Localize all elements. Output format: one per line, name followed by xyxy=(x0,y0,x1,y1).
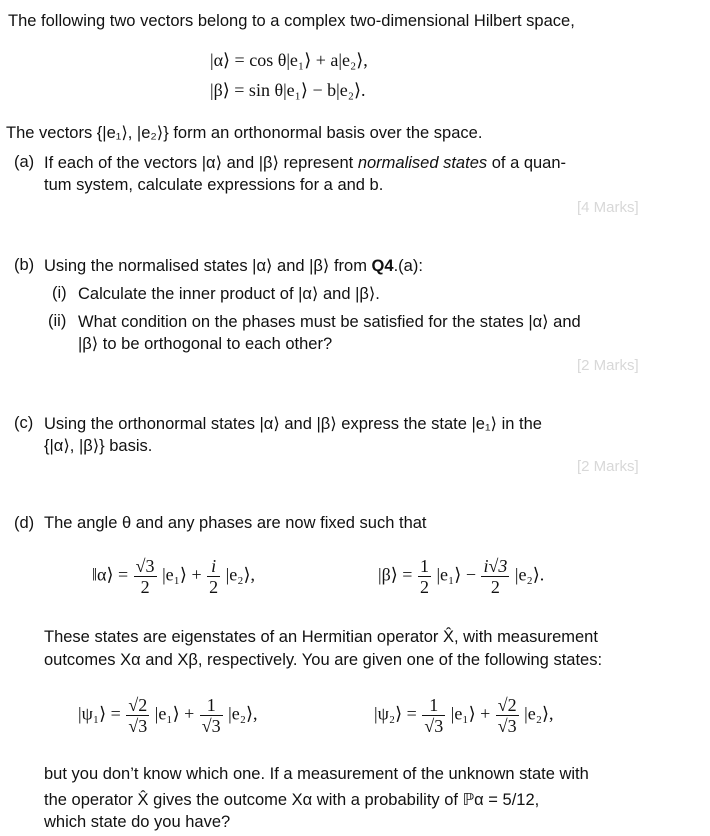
fraction-i-sqrt3-over-2: $\frac{i√3}{2}$ xyxy=(483,556,508,597)
part-c-label: (c) xyxy=(14,414,34,432)
part-d-text-2: outcomes Xα and Xβ, respectively. You are given one of the following states: xyxy=(44,651,603,669)
part-d-text-3: but you don’t know which one. If a measurement of the unknown state with xyxy=(44,765,589,783)
part-d-text-5: which state do you have? xyxy=(44,813,231,831)
fraction-sqrt3-over-2: $\frac{√3}{2}$ xyxy=(135,556,155,597)
part-b-line-1-end: .(a): xyxy=(393,257,423,275)
fraction-sqrt2-over-sqrt3: $\frac{√2}{√3}$ xyxy=(128,695,148,736)
eq-psi1-lhs: |ψ₁⟩ = xyxy=(78,703,121,724)
eq-alpha-ket-e2: |e₂⟩, xyxy=(225,564,255,585)
part-b-marks: [2 Marks] xyxy=(577,357,639,374)
equation-alpha: |α⟩ = cos θ|e₁⟩ + a|e₂⟩, xyxy=(210,50,368,70)
eq-psi2-ket-e1: |e₁⟩ + xyxy=(450,703,491,724)
fraction-i-over-2: $\frac{i}{2}$ xyxy=(209,556,219,597)
part-b-ii-line-1: What condition on the phases must be satisfied for the states |α⟩ and xyxy=(78,313,581,331)
part-d-text-4: the operator X̂ gives the outcome Xα with a probability of ℙα = 5/12, xyxy=(44,791,540,809)
part-d-text-1: These states are eigenstates of an Hermitian operator X̂, with measurement xyxy=(44,628,598,646)
fraction-1-over-2: $\frac{1}{2}$ xyxy=(419,556,429,597)
eq-psi1-ket-e1: |e₁⟩ + xyxy=(154,703,195,724)
part-b-i-label: (i) xyxy=(52,284,67,302)
part-a-line-1 xyxy=(44,153,566,173)
fraction-1-over-sqrt3-b: $\frac{1}{√3}$ xyxy=(424,695,444,736)
part-b-ii-line-2: |β⟩ to be orthogonal to each other? xyxy=(78,335,333,353)
fraction-1-over-sqrt3: $\frac{1}{√3}$ xyxy=(201,695,221,736)
part-d-label: (d) xyxy=(14,514,35,532)
part-a-emphasis: normalised states xyxy=(357,154,488,172)
equation-alpha-fixed xyxy=(92,556,255,597)
part-b-ii-label: (ii) xyxy=(48,312,67,330)
part-a-line-1-start: If each of the vectors |α⟩ and |β⟩ represent xyxy=(44,154,354,172)
fraction-sqrt2-over-sqrt3-b: $\frac{√2}{√3}$ xyxy=(497,695,517,736)
eq-psi1-ket-e2: |e₂⟩, xyxy=(228,703,258,724)
eq-beta-ket-e2: |e₂⟩. xyxy=(514,564,545,585)
eq-beta-lhs: |β⟩ = xyxy=(378,564,413,585)
part-c-line-1: Using the orthonormal states |α⟩ and |β⟩ express the state |e₁⟩ in the xyxy=(44,415,542,433)
part-a-marks: [4 Marks] xyxy=(577,199,639,216)
part-b-line-1 xyxy=(44,256,423,276)
eq-alpha-lhs: ‖α⟩ = xyxy=(92,564,129,585)
part-b-question-ref: Q4 xyxy=(371,257,394,275)
eq-alpha-ket-e1: |e₁⟩ + xyxy=(162,564,202,585)
part-c-marks: [2 Marks] xyxy=(577,458,639,475)
part-a-label: (a) xyxy=(14,153,35,171)
equation-beta-fixed xyxy=(378,556,544,597)
equation-beta: |β⟩ = sin θ|e₁⟩ − b|e₂⟩. xyxy=(210,80,366,100)
part-b-label: (b) xyxy=(14,256,35,274)
intro-text: The following two vectors belong to a complex two-dimensional Hilbert space, xyxy=(8,12,575,30)
part-b-line-1-start: Using the normalised states |α⟩ and |β⟩ from xyxy=(44,257,367,275)
eq-psi2-ket-e2: |e₂⟩, xyxy=(524,703,554,724)
eq-beta-ket-e1: |e₁⟩ − xyxy=(436,564,476,585)
part-a-line-2: tum system, calculate expressions for a and b. xyxy=(44,176,384,194)
part-a-line-1-end: of a quan- xyxy=(491,154,567,172)
part-d-line-1: The angle θ and any phases are now fixed such that xyxy=(44,514,427,532)
equation-psi1 xyxy=(78,695,258,736)
part-c-line-2: {|α⟩, |β⟩} basis. xyxy=(44,437,153,455)
eq-psi2-lhs: |ψ₂⟩ = xyxy=(374,703,417,724)
equation-psi2 xyxy=(374,695,554,736)
part-b-i-text: Calculate the inner product of |α⟩ and |β⟩. xyxy=(78,285,380,303)
basis-statement: The vectors {|e₁⟩, |e₂⟩} form an orthonormal basis over the space. xyxy=(6,124,483,142)
